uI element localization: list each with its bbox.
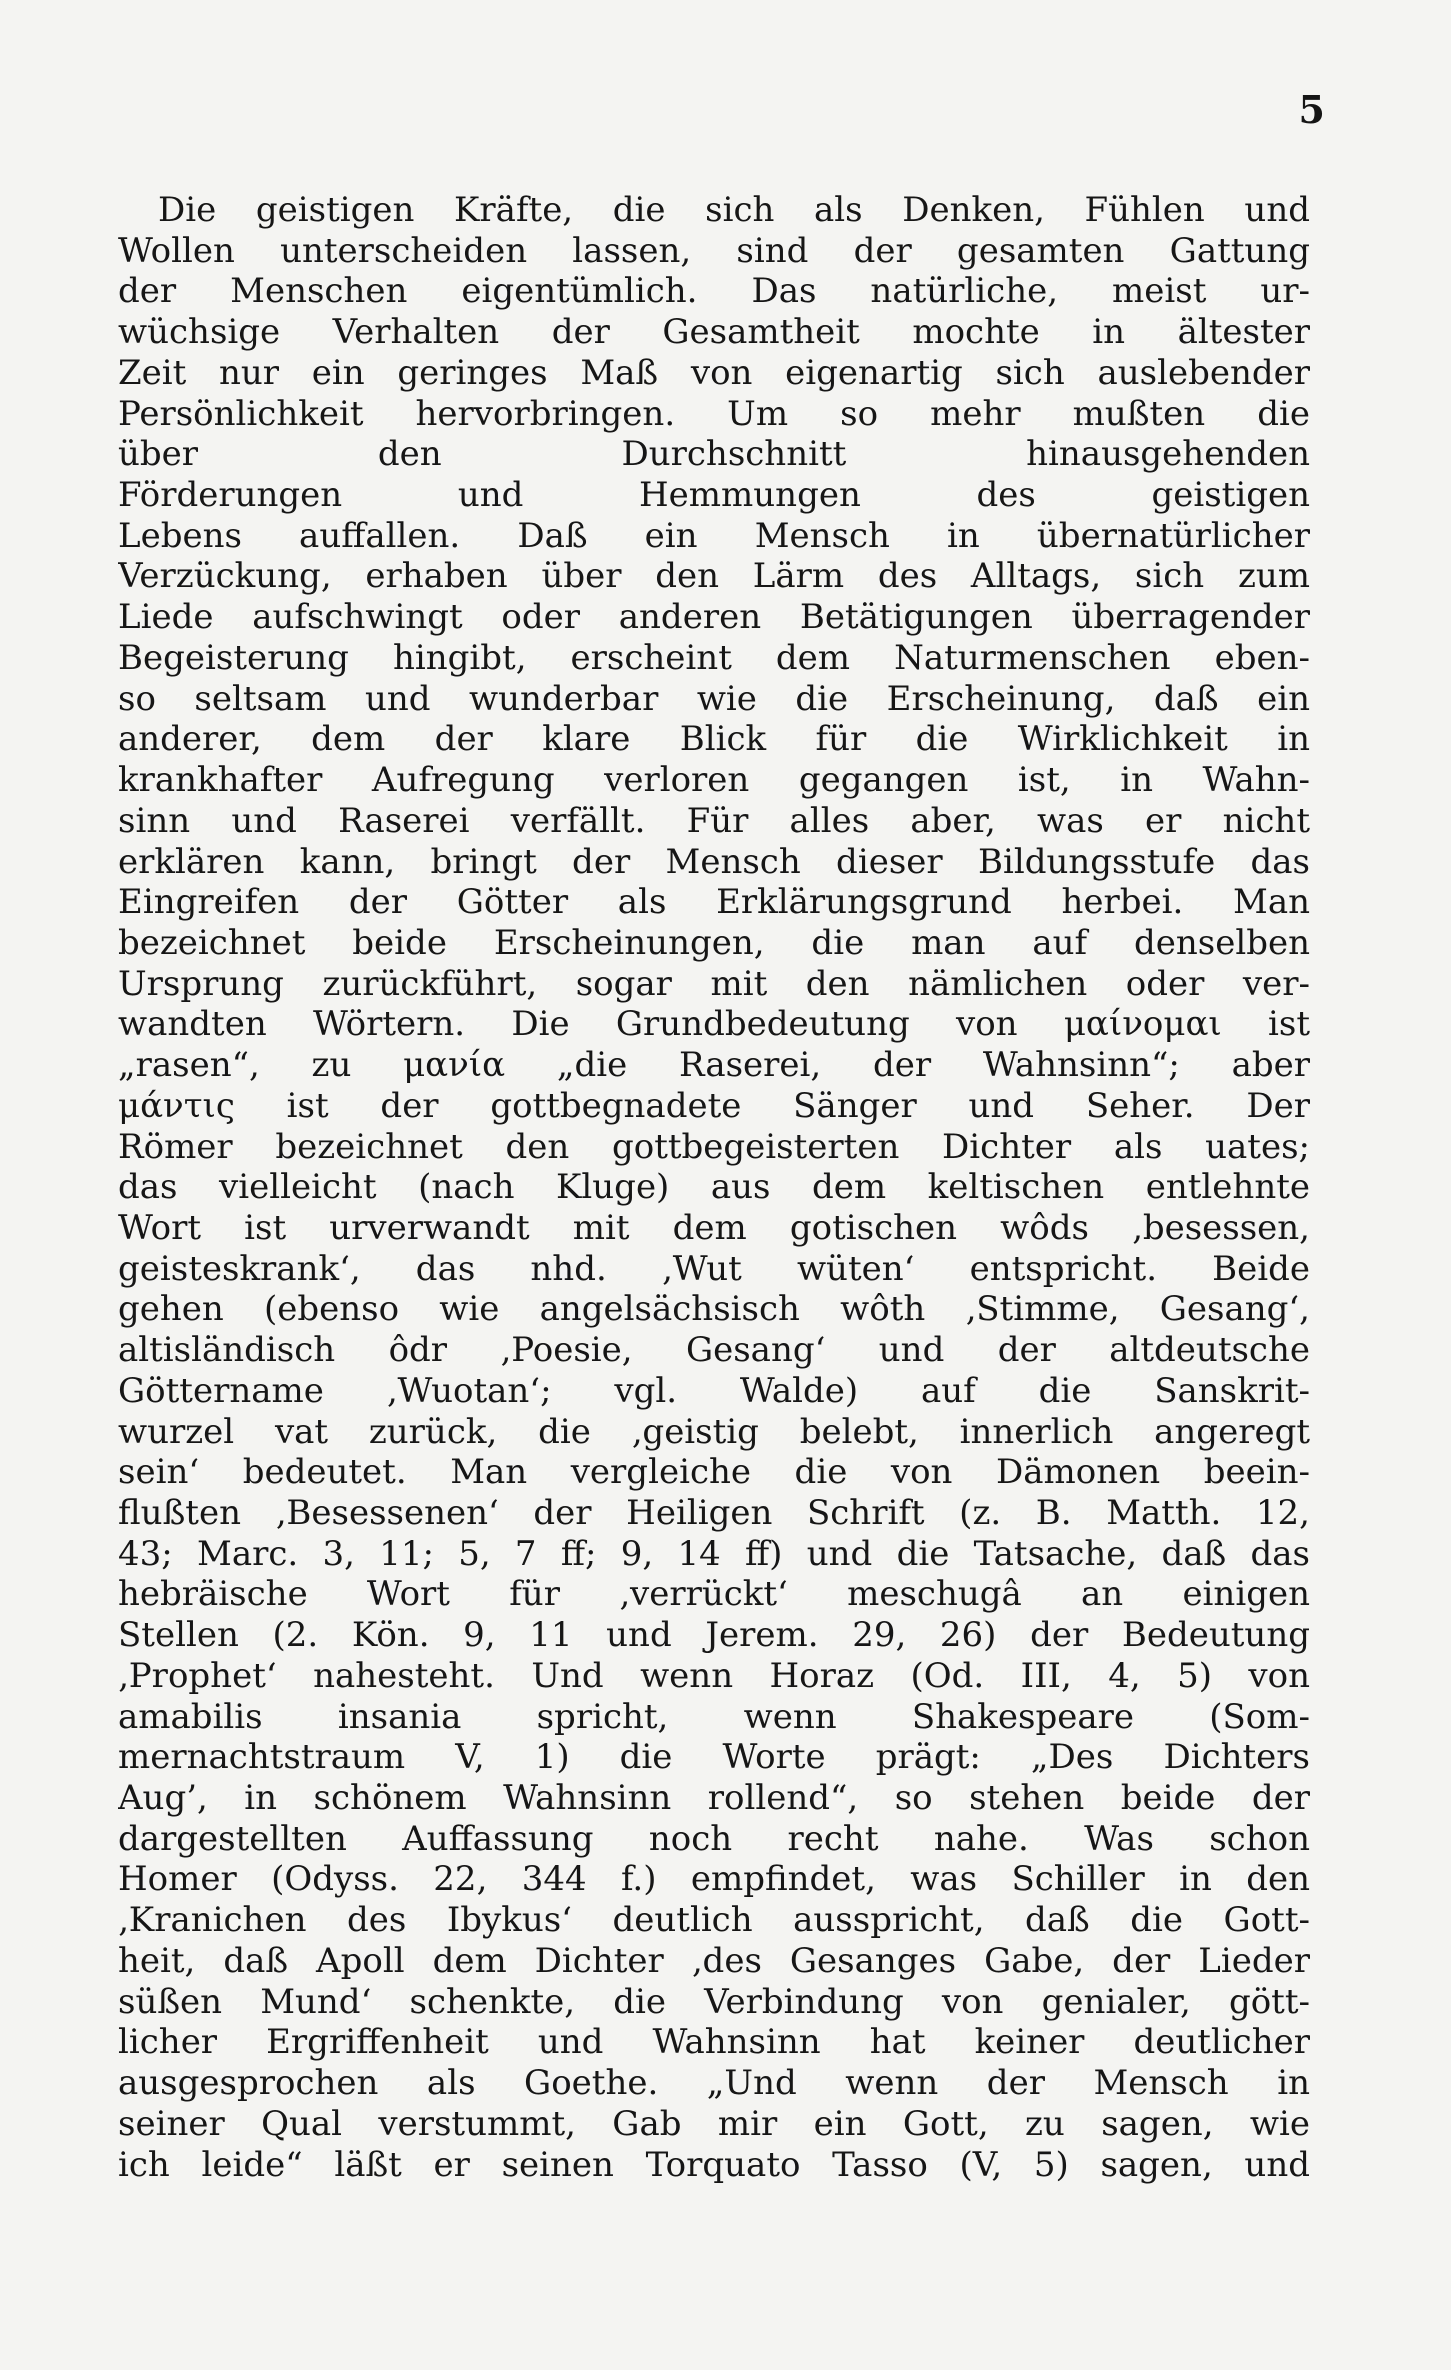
text-line: erklären kann, bringt der Mensch dieser Bildungsstufe das [118, 841, 1310, 882]
text-line: seiner Qual verstummt, Gab mir ein Gott, zu sagen, wie [118, 2103, 1310, 2144]
text-line: altisländisch ôdr ‚Poesie, Gesang‘ und der altdeutsche [118, 1330, 1310, 1371]
text-line: Persönlichkeit hervorbringen. Um so mehr mußten die [118, 393, 1310, 434]
text-line: wurzel vat zurück, die ‚geistig belebt, innerlich angeregt [118, 1411, 1310, 1452]
text-line: dargestellten Auffassung noch recht nahe. Was schon [118, 1818, 1310, 1859]
text-line: bezeichnet beide Erscheinungen, die man auf denselben [118, 922, 1310, 963]
text-line: heit, daß Apoll dem Dichter ‚des Gesanges Gabe, der Lieder [118, 1940, 1310, 1981]
text-line: Wort ist urverwandt mit dem gotischen wôds ‚besessen, [118, 1207, 1310, 1248]
text-line: Die geistigen Kräfte, die sich als Denken, Fühlen und [158, 190, 1310, 230]
text-line: Begeisterung hingibt, erscheint dem Naturmenschen eben- [118, 637, 1310, 678]
text-line: mernachtstraum V, 1) die Worte prägt: „Des Dichters [118, 1737, 1310, 1778]
text-line: Stellen (2. Kön. 9, 11 und Jerem. 29, 26) der Bedeutung [118, 1615, 1310, 1656]
text-line: krankhafter Aufregung verloren gegangen ist, in Wahn- [118, 760, 1310, 801]
text-line: Lebens auffallen. Daß ein Mensch in übernatürlicher [118, 515, 1310, 556]
text-line: wüchsige Verhalten der Gesamtheit mochte in ältester [118, 312, 1310, 353]
text-line: Wollen unterscheiden lassen, sind der gesamten Gattung [118, 230, 1310, 271]
text-line: ‚Kranichen des Ibykus‘ deutlich ausspricht, daß die Gott- [118, 1900, 1310, 1941]
text-line: Zeit nur ein geringes Maß von eigenartig sich auslebender [118, 352, 1310, 393]
text-line: ausgesprochen als Goethe. „Und wenn der Mensch in [118, 2063, 1310, 2104]
text-line: das vielleicht (nach Kluge) aus dem keltischen entlehnte [118, 1167, 1310, 1208]
text-line: sein‘ bedeutet. Man vergleiche die von Dämonen beein- [118, 1452, 1310, 1493]
text-line: 43; Marc. 3, 11; 5, 7 ff; 9, 14 ff) und die Tatsache, daß das [118, 1533, 1310, 1574]
text-line: so seltsam und wunderbar wie die Erscheinung, daß ein [118, 678, 1310, 719]
text-line: Homer (Odyss. 22, 344 f.) empfindet, was Schiller in den [118, 1859, 1310, 1900]
text-line: Liede aufschwingt oder anderen Betätigungen überragender [118, 597, 1310, 638]
text-line: flußten ‚Besessenen‘ der Heiligen Schrift (z. B. Matth. 12, [118, 1493, 1310, 1533]
text-line: über den Durchschnitt hinausgehenden [118, 434, 1310, 475]
page-number: 5 [1298, 87, 1325, 132]
text-line: Aug’, in schönem Wahnsinn rollend“, so stehen beide der [118, 1778, 1310, 1819]
text-line: Eingreifen der Götter als Erklärungsgrund herbei. Man [118, 882, 1310, 923]
text-line: ich leide“ läßt er seinen Torquato Tasso (V, 5) sagen, und [118, 2144, 1310, 2185]
text-line: anderer, dem der klare Blick für die Wirklichkeit in [118, 719, 1310, 760]
text-line: „rasen“, zu μανία „die Raserei, der Wahnsinn“; aber [118, 1045, 1310, 1086]
text-line: Ursprung zurückführt, sogar mit den nämlichen oder ver- [118, 963, 1310, 1004]
text-line: Förderungen und Hemmungen des geistigen [118, 475, 1310, 516]
text-line: geisteskrank‘, das nhd. ‚Wut wüten‘ entspricht. Beide [118, 1248, 1310, 1289]
text-line: licher Ergriffenheit und Wahnsinn hat keiner deutlicher [118, 2022, 1310, 2063]
text-line: gehen (ebenso wie angelsächsisch wôth ‚Stimme, Gesang‘, [118, 1289, 1310, 1330]
text-line: ‚Prophet‘ nahesteht. Und wenn Horaz (Od. III, 4, 5) von [118, 1655, 1310, 1696]
text-line: wandten Wörtern. Die Grundbedeutung von μαίνομαι ist [118, 1004, 1310, 1045]
text-line: amabilis insania spricht, wenn Shakespeare (Som- [118, 1696, 1310, 1737]
text-line: Römer bezeichnet den gottbegeisterten Dichter als uates; [118, 1126, 1310, 1167]
body-text [118, 190, 1310, 2185]
text-line: hebräische Wort für ‚verrückt‘ meschugâ an einigen [118, 1574, 1310, 1615]
text-line: der Menschen eigentümlich. Das natürliche, meist ur- [118, 271, 1310, 312]
text-line: Göttername ‚Wuotan‘; vgl. Walde) auf die Sanskrit- [118, 1370, 1310, 1411]
text-line: sinn und Raserei verfällt. Für alles aber, was er nicht [118, 800, 1310, 841]
text-line: μάντις ist der gottbegnadete Sänger und Seher. Der [118, 1085, 1310, 1126]
text-line: Verzückung, erhaben über den Lärm des Alltags, sich zum [118, 556, 1310, 597]
text-line: süßen Mund‘ schenkte, die Verbindung von genialer, gött- [118, 1981, 1310, 2022]
